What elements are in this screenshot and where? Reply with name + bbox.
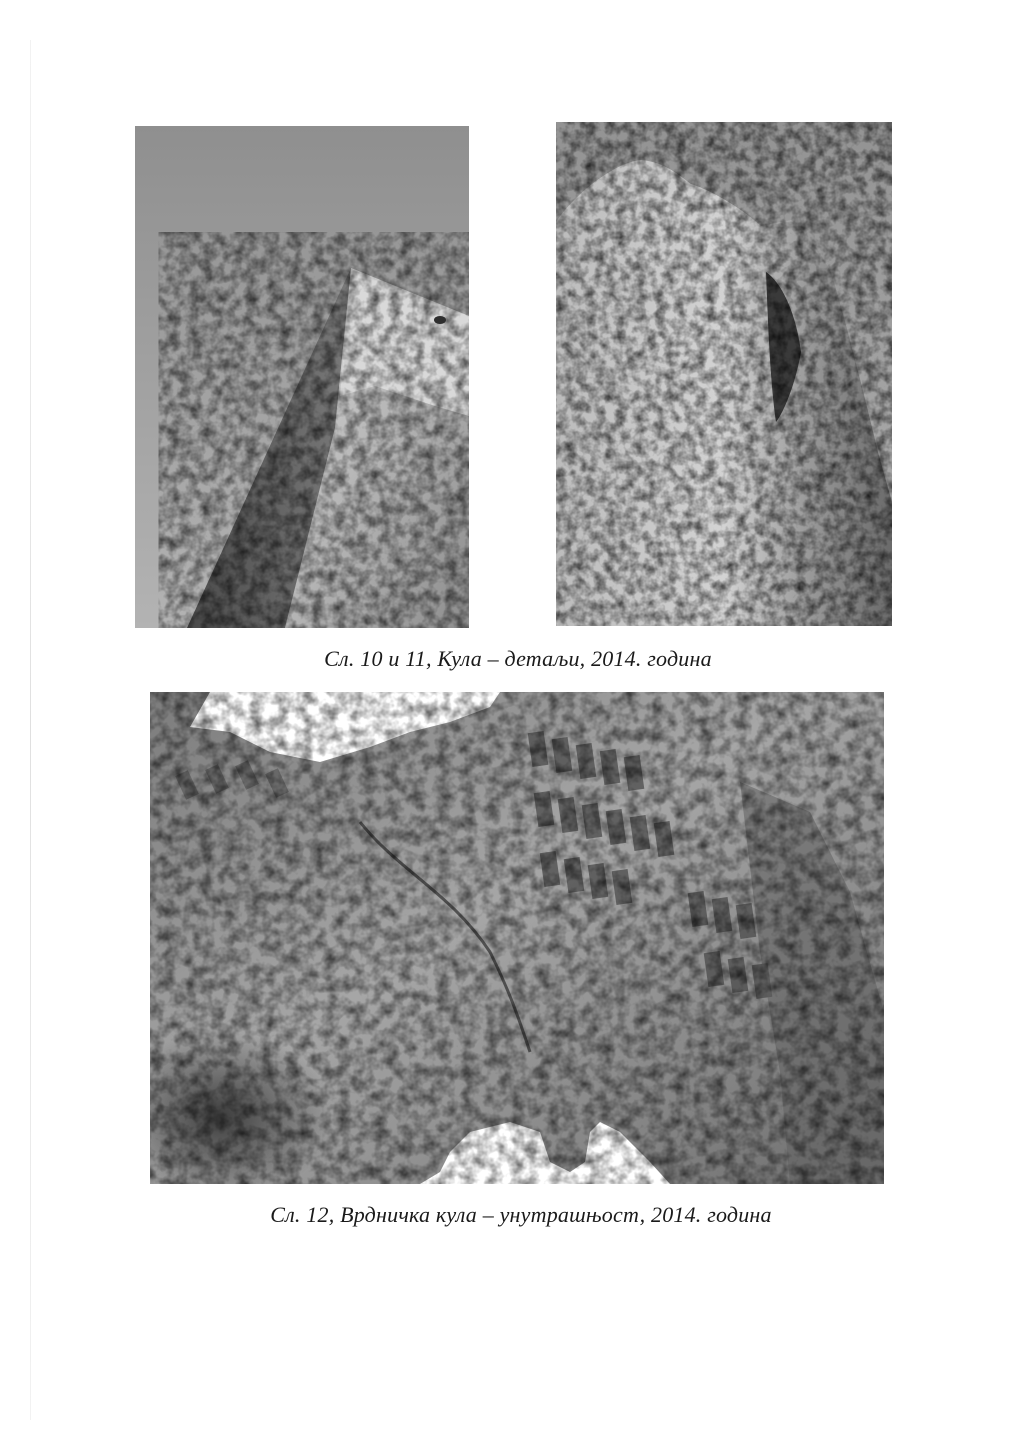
photo-tower-interior (150, 692, 884, 1184)
figure-caption-10-11: Сл. 10 и 11, Кула – детаљи, 2014. година (324, 646, 712, 671)
figure-caption-12: Сл. 12, Врдничка кула – унутрашњост, 2014. година (270, 1202, 772, 1227)
photo-tower-corner (135, 126, 469, 628)
photo-round-tower (556, 122, 892, 626)
